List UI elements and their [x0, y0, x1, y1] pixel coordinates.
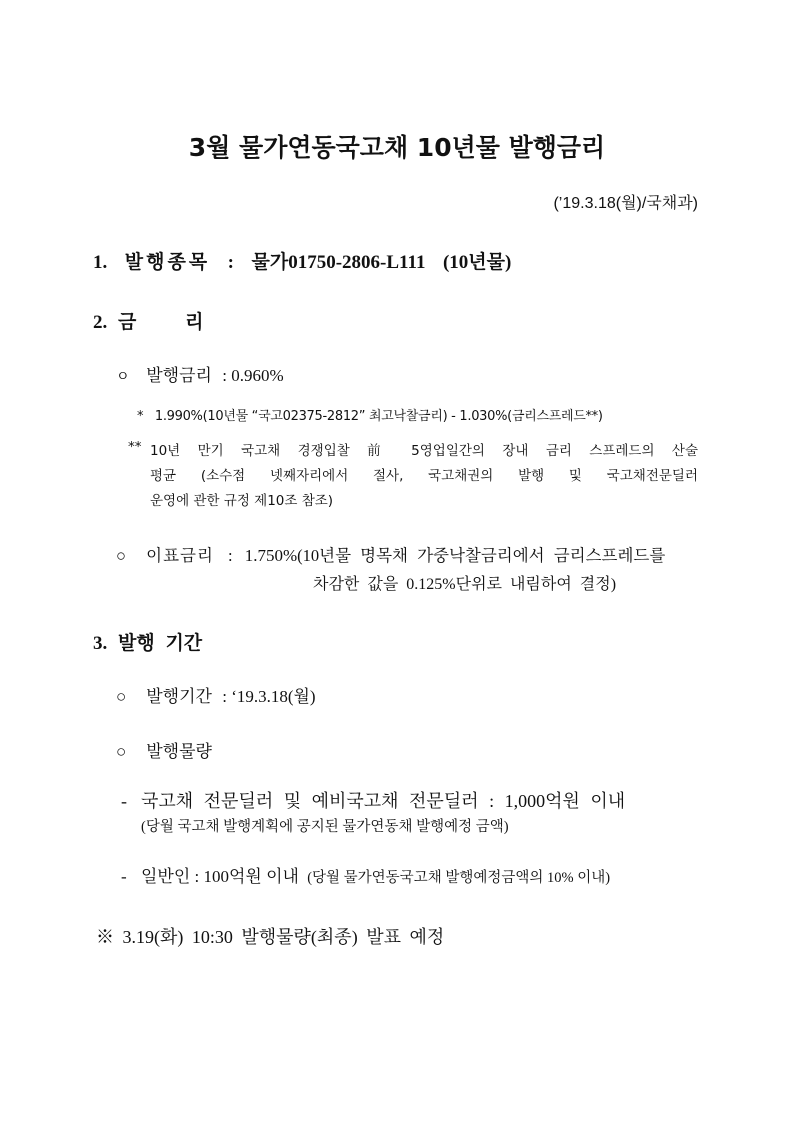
- section-2-label-a: 금: [118, 312, 137, 333]
- bond-issue-name: 물가01750-2806-L111: [251, 252, 426, 273]
- issue-period-bullet: ○: [116, 687, 127, 706]
- announcement-note: ※ 3.19(화) 10:30 발행물량(최종) 발표 예정: [96, 927, 445, 947]
- general-volume-text: 일반인 : 100억원 이내: [141, 867, 299, 886]
- coupon-rate-bullet: ○: [116, 546, 126, 565]
- issue-period-colon: :: [222, 687, 227, 706]
- note-1: [137, 405, 603, 424]
- issue-period-label: 발행기간: [146, 687, 212, 706]
- section-3-number: 3.: [93, 633, 108, 654]
- section-3-heading: [93, 628, 202, 655]
- note-1-mark: *: [137, 409, 144, 424]
- coupon-rate-value: 1.750%: [244, 546, 298, 565]
- issue-rate-value: 0.960%: [231, 366, 284, 385]
- issue-rate-bullet: ㅇ: [116, 369, 130, 385]
- general-volume-line: [121, 862, 610, 887]
- section-2-label-b: 리: [185, 312, 204, 333]
- dealer-volume-line: [121, 787, 625, 813]
- section-3-label: 발행 기간: [118, 633, 203, 654]
- section-1-label: 발행종목: [124, 252, 211, 273]
- coupon-rate-desc-2: 차감한 값을 0.125%단위로 내림하여 결정): [313, 576, 617, 593]
- note-2-line-3: 운영에 관한 규정 제10조 참조): [150, 493, 334, 509]
- dealer-dash: -: [121, 791, 127, 811]
- general-dash: -: [121, 867, 127, 886]
- general-volume-note: (당월 물가연동국고채 발행예정금액의 10% 이내): [307, 870, 611, 886]
- note-2-line-2: 평균 (소수점 넷째자리에서 절사, 국고채권의 발행 및 국고채전문딜러: [150, 468, 698, 484]
- coupon-rate-line: [116, 542, 700, 566]
- note-2-mark: **: [128, 439, 142, 455]
- note-1-text: 1.990%(10년물 “국고02375-2812” 최고낙찰금리) - 1.030%(금리스프레드**): [154, 409, 603, 424]
- date-department-line: (’19.3.18(월)/국채과): [553, 195, 698, 212]
- issue-volume-label: 발행물량: [146, 742, 212, 761]
- section-1-colon: :: [227, 252, 234, 273]
- bond-term: (10년물): [442, 252, 512, 273]
- coupon-rate-desc-1: (10년물 명목채 가중낙찰금리에서 금리스프레드를: [297, 546, 666, 565]
- section-2-number: 2.: [93, 312, 108, 333]
- section-1-heading: [93, 247, 511, 274]
- issue-rate-line: [116, 361, 284, 386]
- issue-volume-bullet: ○: [116, 742, 127, 761]
- issue-period-value: ‘19.3.18(월): [231, 687, 316, 706]
- document-title: 3월 물가연동국고채 10년물 발행금리: [188, 133, 606, 162]
- issue-rate-colon: :: [222, 366, 227, 385]
- section-2-heading: [93, 307, 203, 334]
- coupon-rate-label: 이표금리: [146, 546, 214, 565]
- dealer-volume-note: (당월 국고채 발행계획에 공지된 물가연동채 발행예정 금액): [141, 819, 509, 835]
- issue-period-line: [116, 682, 316, 707]
- section-1-number: 1.: [93, 252, 108, 273]
- issue-volume-line: [116, 737, 212, 762]
- dealer-volume-text: 국고채 전문딜러 및 예비국고채 전문딜러 : 1,000억원 이내: [141, 791, 626, 811]
- coupon-rate-colon: :: [228, 546, 233, 565]
- issue-rate-label: 발행금리: [146, 366, 212, 385]
- note-2-line-1: 10년 만기 국고채 경쟁입찰 前 5영업일간의 장내 금리 스프레드의 산술: [150, 443, 698, 459]
